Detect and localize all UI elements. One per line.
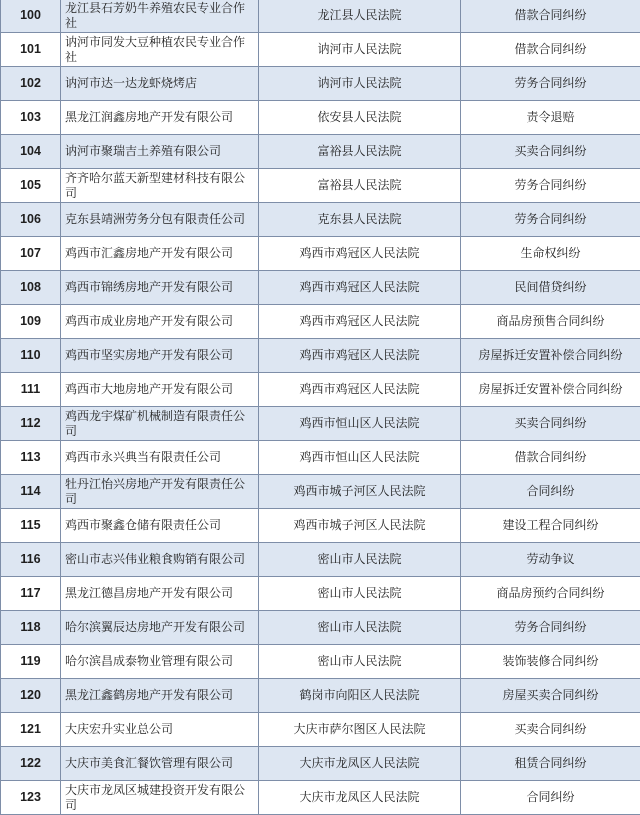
court-cell: 依安县人民法院: [259, 101, 461, 135]
table-row: [1, 407, 640, 441]
case-cause-cell: 责令退赔: [461, 101, 640, 135]
court-cell: 密山市人民法院: [259, 543, 461, 577]
row-number-cell: 121: [1, 713, 61, 747]
case-cause-cell: 劳务合同纠纷: [461, 611, 640, 645]
row-number-cell: 119: [1, 645, 61, 679]
court-cell: 龙江县人民法院: [259, 0, 461, 33]
party-name-cell: 大庆宏升实业总公司: [61, 713, 259, 747]
table-row: [1, 543, 640, 577]
row-number-cell: 107: [1, 237, 61, 271]
table-row: [1, 169, 640, 203]
case-table-body: [1, 0, 640, 815]
party-name-cell: 讷河市同发大豆种植农民专业合作社: [61, 33, 259, 67]
table-row: [1, 271, 640, 305]
row-number-cell: 112: [1, 407, 61, 441]
row-number-cell: 105: [1, 169, 61, 203]
party-name-cell: 密山市志兴伟业粮食购销有限公司: [61, 543, 259, 577]
party-name-cell: 齐齐哈尔蓝天新型建材科技有限公司: [61, 169, 259, 203]
table-row: [1, 679, 640, 713]
table-row: [1, 645, 640, 679]
court-cell: 大庆市萨尔图区人民法院: [259, 713, 461, 747]
row-number-cell: 106: [1, 203, 61, 237]
row-number-cell: 122: [1, 747, 61, 781]
party-name-cell: 鸡西市聚鑫仓储有限责任公司: [61, 509, 259, 543]
party-name-cell: 黑龙江鑫鹤房地产开发有限公司: [61, 679, 259, 713]
court-cell: 讷河市人民法院: [259, 67, 461, 101]
court-cell: 大庆市龙凤区人民法院: [259, 781, 461, 815]
table-row: [1, 237, 640, 271]
row-number-cell: 118: [1, 611, 61, 645]
case-cause-cell: 房屋拆迁安置补偿合同纠纷: [461, 373, 640, 407]
case-cause-cell: 买卖合同纠纷: [461, 407, 640, 441]
court-cell: 克东县人民法院: [259, 203, 461, 237]
table-row: [1, 339, 640, 373]
court-cell: 鸡西市鸡冠区人民法院: [259, 237, 461, 271]
case-cause-cell: 劳动争议: [461, 543, 640, 577]
case-cause-cell: 借款合同纠纷: [461, 0, 640, 33]
row-number-cell: 103: [1, 101, 61, 135]
table-row: [1, 747, 640, 781]
case-cause-cell: 买卖合同纠纷: [461, 713, 640, 747]
row-number-cell: 102: [1, 67, 61, 101]
court-cell: 鹤岗市向阳区人民法院: [259, 679, 461, 713]
party-name-cell: 大庆市龙凤区城建投资开发有限公司: [61, 781, 259, 815]
party-name-cell: 哈尔滨昌成泰物业管理有限公司: [61, 645, 259, 679]
court-cell: 密山市人民法院: [259, 611, 461, 645]
table-row: [1, 509, 640, 543]
party-name-cell: 克东县靖洲劳务分包有限责任公司: [61, 203, 259, 237]
party-name-cell: 鸡西市锦绣房地产开发有限公司: [61, 271, 259, 305]
row-number-cell: 116: [1, 543, 61, 577]
row-number-cell: 123: [1, 781, 61, 815]
party-name-cell: 鸡西市大地房地产开发有限公司: [61, 373, 259, 407]
case-cause-cell: 借款合同纠纷: [461, 33, 640, 67]
case-cause-cell: 租赁合同纠纷: [461, 747, 640, 781]
table-row: [1, 305, 640, 339]
party-name-cell: 大庆市美食汇餐饮管理有限公司: [61, 747, 259, 781]
row-number-cell: 100: [1, 0, 61, 33]
row-number-cell: 120: [1, 679, 61, 713]
table-row: [1, 577, 640, 611]
party-name-cell: 黑龙江润鑫房地产开发有限公司: [61, 101, 259, 135]
row-number-cell: 115: [1, 509, 61, 543]
case-cause-cell: 房屋拆迁安置补偿合同纠纷: [461, 339, 640, 373]
table-row: [1, 373, 640, 407]
party-name-cell: 黑龙江德昌房地产开发有限公司: [61, 577, 259, 611]
court-cell: 鸡西市鸡冠区人民法院: [259, 271, 461, 305]
party-name-cell: 牡丹江怡兴房地产开发有限责任公司: [61, 475, 259, 509]
case-cause-cell: 装饰装修合同纠纷: [461, 645, 640, 679]
case-cause-cell: 生命权纠纷: [461, 237, 640, 271]
party-name-cell: 鸡西龙宇煤矿机械制造有限责任公司: [61, 407, 259, 441]
court-cell: 富裕县人民法院: [259, 169, 461, 203]
court-cell: 鸡西市鸡冠区人民法院: [259, 339, 461, 373]
table-row: [1, 135, 640, 169]
case-cause-cell: 买卖合同纠纷: [461, 135, 640, 169]
row-number-cell: 117: [1, 577, 61, 611]
table-row: [1, 33, 640, 67]
row-number-cell: 110: [1, 339, 61, 373]
party-name-cell: 讷河市聚瑞吉土养殖有限公司: [61, 135, 259, 169]
table-row: [1, 0, 640, 33]
party-name-cell: 龙江县石芳奶牛养殖农民专业合作社: [61, 0, 259, 33]
case-cause-cell: 建设工程合同纠纷: [461, 509, 640, 543]
table-row: [1, 203, 640, 237]
court-cell: 大庆市龙凤区人民法院: [259, 747, 461, 781]
case-cause-cell: 合同纠纷: [461, 475, 640, 509]
table-row: [1, 101, 640, 135]
row-number-cell: 114: [1, 475, 61, 509]
party-name-cell: 鸡西市汇鑫房地产开发有限公司: [61, 237, 259, 271]
table-row: [1, 713, 640, 747]
case-cause-cell: 商品房预售合同纠纷: [461, 305, 640, 339]
court-cell: 鸡西市鸡冠区人民法院: [259, 373, 461, 407]
court-cell: 鸡西市恒山区人民法院: [259, 407, 461, 441]
court-cell: 鸡西市恒山区人民法院: [259, 441, 461, 475]
court-cell: 讷河市人民法院: [259, 33, 461, 67]
court-cell: 密山市人民法院: [259, 577, 461, 611]
row-number-cell: 113: [1, 441, 61, 475]
case-cause-cell: 民间借贷纠纷: [461, 271, 640, 305]
case-cause-cell: 劳务合同纠纷: [461, 67, 640, 101]
case-cause-cell: 房屋买卖合同纠纷: [461, 679, 640, 713]
case-cause-cell: 商品房预约合同纠纷: [461, 577, 640, 611]
row-number-cell: 108: [1, 271, 61, 305]
case-cause-cell: 劳务合同纠纷: [461, 169, 640, 203]
party-name-cell: 讷河市达一达龙虾烧烤店: [61, 67, 259, 101]
table-row: [1, 441, 640, 475]
table-row: [1, 67, 640, 101]
court-cell: 鸡西市鸡冠区人民法院: [259, 305, 461, 339]
row-number-cell: 111: [1, 373, 61, 407]
row-number-cell: 101: [1, 33, 61, 67]
table-row: [1, 781, 640, 815]
case-cause-cell: 劳务合同纠纷: [461, 203, 640, 237]
court-cell: 富裕县人民法院: [259, 135, 461, 169]
party-name-cell: 鸡西市成业房地产开发有限公司: [61, 305, 259, 339]
court-cell: 鸡西市城子河区人民法院: [259, 475, 461, 509]
court-cell: 密山市人民法院: [259, 645, 461, 679]
party-name-cell: 鸡西市永兴典当有限责任公司: [61, 441, 259, 475]
table-row: [1, 611, 640, 645]
row-number-cell: 104: [1, 135, 61, 169]
case-cause-cell: 借款合同纠纷: [461, 441, 640, 475]
table-row: [1, 475, 640, 509]
party-name-cell: 鸡西市坚实房地产开发有限公司: [61, 339, 259, 373]
party-name-cell: 哈尔滨翼辰达房地产开发有限公司: [61, 611, 259, 645]
case-cause-cell: 合同纠纷: [461, 781, 640, 815]
court-cell: 鸡西市城子河区人民法院: [259, 509, 461, 543]
row-number-cell: 109: [1, 305, 61, 339]
